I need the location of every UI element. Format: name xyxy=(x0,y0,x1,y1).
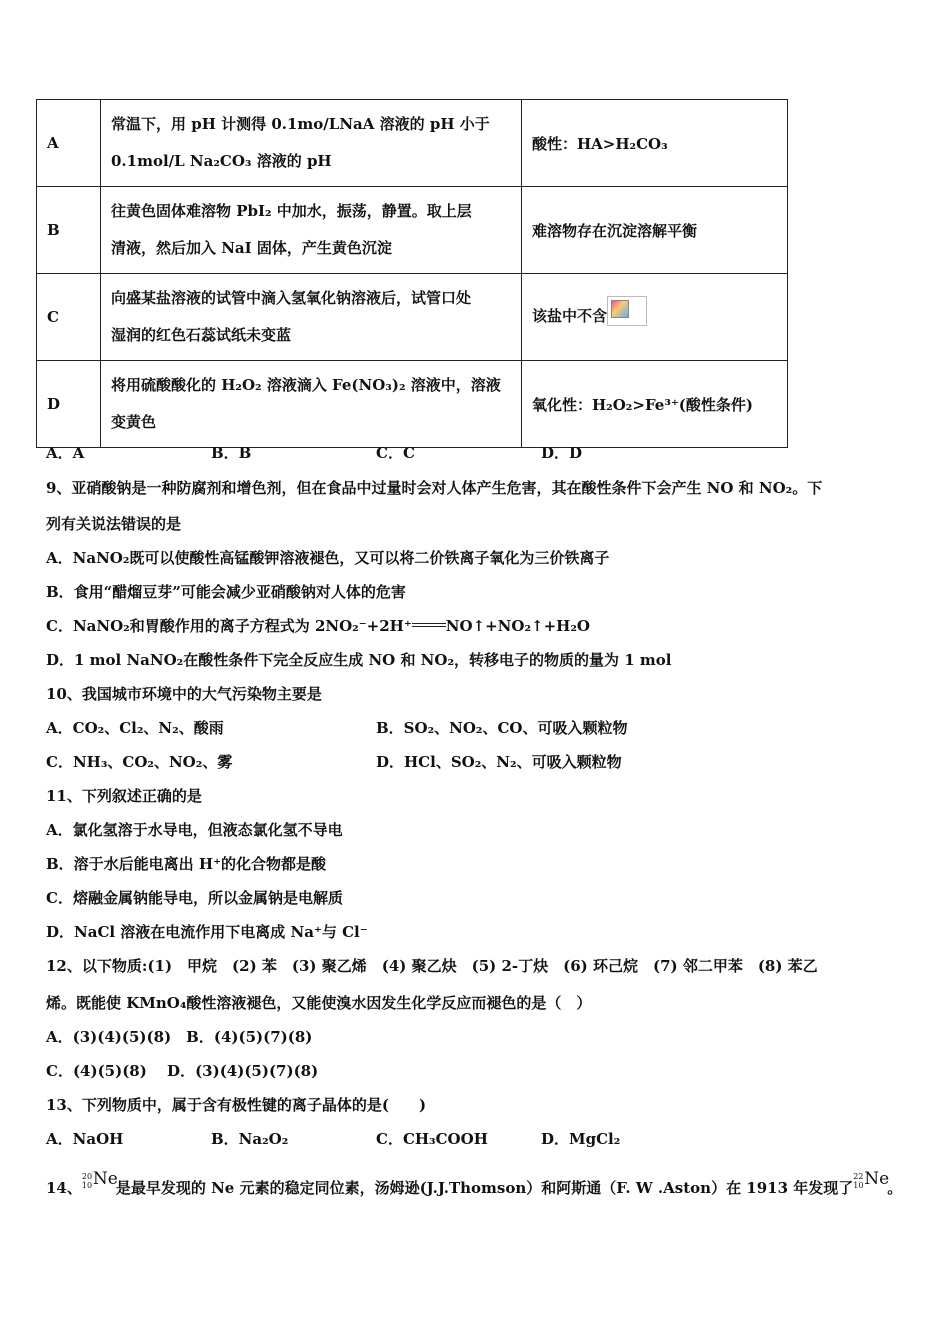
option-b: B．Na₂O₂ xyxy=(211,1130,289,1148)
procedure-line-2: 清液，然后加入 NaI 固体，产生黄色沉淀 xyxy=(111,239,392,257)
q9-option-c xyxy=(46,616,590,636)
q9-stem-line-2: 列有关说法错误的是 xyxy=(46,515,182,533)
q13-stem: 13、下列物质中，属于含有极性键的离子晶体的是( ) xyxy=(46,1096,427,1114)
table-row xyxy=(37,274,788,361)
q10-stem: 10、我国城市环境中的大气污染物主要是 xyxy=(46,685,322,703)
mass-number: 22 xyxy=(853,1172,864,1181)
option-b: B．B xyxy=(211,444,252,462)
row-key: C xyxy=(37,274,101,361)
row-key: D xyxy=(37,361,101,448)
element-symbol: Ne xyxy=(864,1169,890,1189)
option-c: C．C xyxy=(376,444,415,462)
q11-option-d: D．NaCl 溶液在电流作用下电离成 Na⁺与 Cl⁻ xyxy=(46,923,368,941)
option-d: D．MgCl₂ xyxy=(541,1130,621,1148)
mass-number: 20 xyxy=(81,1172,93,1181)
row-procedure xyxy=(101,187,522,274)
element-symbol: Ne xyxy=(92,1169,118,1189)
row-conclusion: 难溶物存在沉淀溶解平衡 xyxy=(522,187,788,274)
procedure-line-2: 0.1mol/L Na₂CO₃ 溶液的 pH xyxy=(111,152,332,170)
q11-option-c: C．熔融金属钠能导电，所以金属钠是电解质 xyxy=(46,889,343,907)
option-c: C．CH₃COOH xyxy=(376,1130,488,1148)
q12-stem-line-2: 烯。既能使 KMnO₄酸性溶液褪色，又能使溴水因发生化学反应而褪色的是（ ） xyxy=(46,994,592,1012)
atomic-number: 10 xyxy=(853,1181,864,1190)
procedure-line-2: 变黄色 xyxy=(111,413,157,431)
option-a: A．CO₂、Cl₂、N₂、酸雨 xyxy=(46,719,224,737)
conclusion-text: 该盐中不含 xyxy=(532,307,608,325)
row-procedure xyxy=(101,361,522,448)
q12-stem-line-1: 12、以下物质:(1) 甲烷 (2) 苯 (3) 聚乙烯 (4) 聚乙炔 (5) 2-丁炔 (6) 环己烷 (7) 邻二甲苯 (8) 苯乙 xyxy=(46,957,818,975)
q11-option-b: B．溶于水后能电离出 H⁺的化合物都是酸 xyxy=(46,855,326,873)
row-conclusion xyxy=(522,274,788,361)
procedure-line-1: 向盛某盐溶液的试管中滴入氢氧化钠溶液后，试管口处 xyxy=(111,289,472,307)
equation-left: C．NaNO₂和胃酸作用的离子方程式为 2NO₂⁻+2H⁺ xyxy=(46,617,412,635)
procedure-line-1: 往黄色固体难溶物 PbI₂ 中加水，振荡，静置。取上层 xyxy=(111,202,472,220)
table-row xyxy=(37,100,788,187)
procedure-line-2: 湿润的红色石蕊试纸未变蓝 xyxy=(111,326,292,344)
table-row xyxy=(37,361,788,448)
row-conclusion: 酸性：HA>H₂CO₃ xyxy=(522,100,788,187)
q14-text: 是最早发现的 Ne 元素的稳定同位素，汤姆逊(J.J.Thomson）和阿斯通（F. W .Aston）在 1913 年发现了 xyxy=(115,1179,854,1197)
q9-stem-line-1: 9、亚硝酸钠是一种防腐剂和增色剂，但在食品中过量时会对人体产生危害，其在酸性条件下会产生 NO 和 NO₂。下 xyxy=(46,479,823,497)
option-d: D．D xyxy=(541,444,583,462)
row-procedure xyxy=(101,100,522,187)
atomic-number: 10 xyxy=(81,1181,93,1190)
row-key: A xyxy=(37,100,101,187)
row-procedure xyxy=(101,274,522,361)
equation-right: NO↑+NO₂↑+H₂O xyxy=(445,617,590,635)
procedure-line-1: 常温下，用 pH 计测得 0.1mo/LNaA 溶液的 pH 小于 xyxy=(111,115,490,133)
equals-arrow-icon xyxy=(412,623,446,627)
neon-22-isotope xyxy=(853,1169,890,1195)
q14-number: 14、 xyxy=(46,1179,82,1197)
q12-options-ab: A．(3)(4)(5)(8) B．(4)(5)(7)(8) xyxy=(46,1028,313,1046)
neon-20-isotope xyxy=(81,1169,118,1195)
q11-option-a: A．氯化氢溶于水导电，但液态氯化氢不导电 xyxy=(46,821,343,839)
experiment-table xyxy=(36,99,788,448)
q9-option-b: B．食用“醋熘豆芽”可能会减少亚硝酸钠对人体的危害 xyxy=(46,583,406,601)
q12-options-cd: C．(4)(5)(8) D．(3)(4)(5)(7)(8) xyxy=(46,1062,319,1080)
q9-option-d: D．1 mol NaNO₂在酸性条件下完全反应生成 NO 和 NO₂，转移电子的物质的量为 1 mol xyxy=(46,651,672,669)
q9-option-a: A．NaNO₂既可以使酸性高锰酸钾溶液褪色，又可以将二价铁离子氧化为三价铁离子 xyxy=(46,549,610,567)
table-row xyxy=(37,187,788,274)
q11-stem: 11、下列叙述正确的是 xyxy=(46,787,202,805)
option-c: C．NH₃、CO₂、NO₂、雾 xyxy=(46,753,233,771)
row-key: B xyxy=(37,187,101,274)
q14-end: 。 xyxy=(887,1179,903,1197)
option-d: D．HCl、SO₂、N₂、可吸入颗粒物 xyxy=(376,753,622,771)
option-b: B．SO₂、NO₂、CO、可吸入颗粒物 xyxy=(376,719,628,737)
procedure-line-1: 将用硫酸酸化的 H₂O₂ 溶液滴入 Fe(NO₃)₂ 溶液中，溶液 xyxy=(111,376,501,394)
option-a: A．NaOH xyxy=(46,1130,124,1148)
option-a: A．A xyxy=(46,444,85,462)
q14-stem xyxy=(46,1169,903,1198)
row-conclusion: 氧化性：H₂O₂>Fe³⁺(酸性条件) xyxy=(522,361,788,448)
broken-image-icon xyxy=(607,296,647,326)
